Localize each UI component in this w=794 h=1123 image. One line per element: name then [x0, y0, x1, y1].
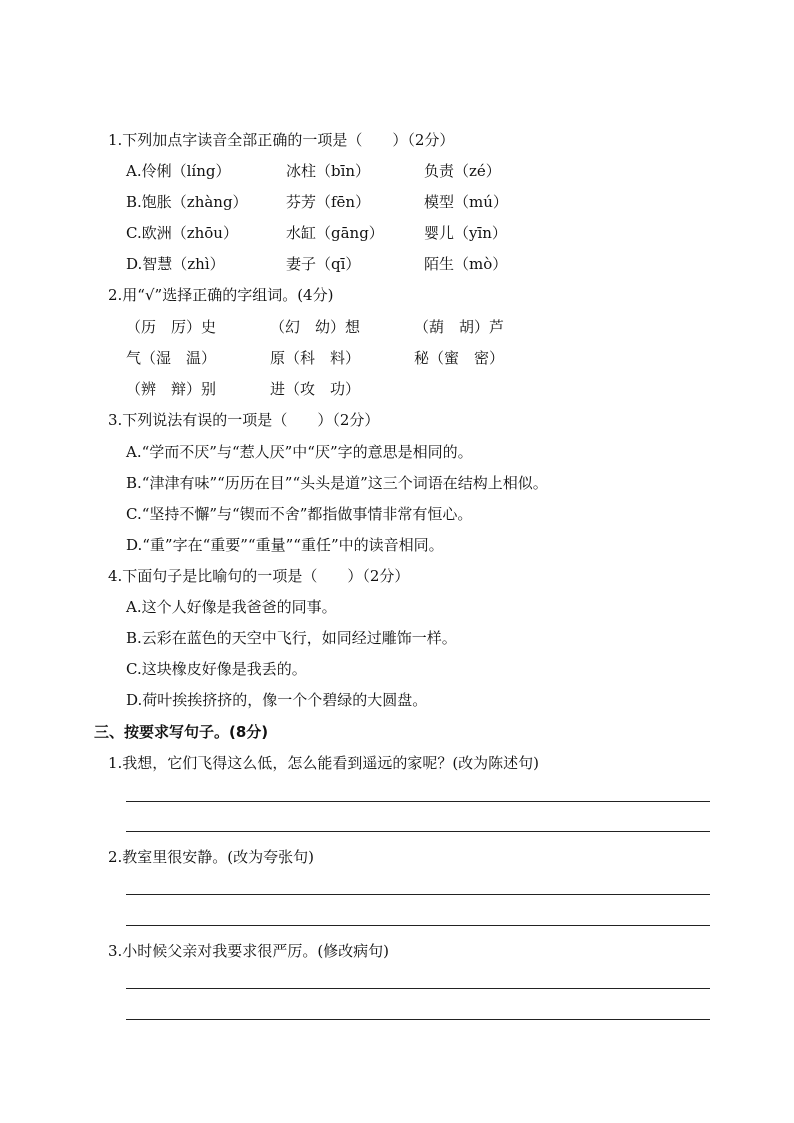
q1-stem: 1.下列加点字读音全部正确的一项是（ ）（2分）: [108, 131, 455, 149]
q3-option-a: A.“学而不厌”与“惹人厌”中“厌”字的意思是相同的。: [126, 443, 473, 461]
q1-option-c: C.欧洲（zhōu）: [126, 224, 238, 242]
section-heading: 三、按要求写句子。(8分): [94, 723, 269, 741]
q2-choice-6: 秘（蜜 密）: [414, 349, 505, 367]
q1-option-d: D.智慧（zhì）: [126, 255, 225, 273]
q3-option-b: B.“津津有味”“历历在目”“头头是道”这三个词语在结构上相似。: [126, 474, 548, 492]
q4-option-c: C.这块橡皮好像是我丢的。: [126, 660, 307, 678]
q1-option-a-word3: 负责（zé）: [424, 162, 501, 180]
rewrite-item-2: 2.教室里很安静。(改为夸张句): [108, 848, 315, 866]
q2-choice-8: 进（攻 功）: [270, 380, 361, 398]
q3-option-d: D.“重”字在“重要”“重量”“重任”中的读音相同。: [126, 536, 444, 554]
q2-choice-7: （辨 辩）别: [126, 380, 217, 398]
q4-option-b: B.云彩在蓝色的天空中飞行，如同经过雕饰一样。: [126, 629, 457, 647]
q1-option-c-word3: 婴儿（yīn）: [424, 224, 507, 242]
q2-choice-2: （幻 幼）想: [270, 318, 361, 336]
q2-choice-1: （历 厉）史: [126, 318, 217, 336]
answer-line: [126, 831, 710, 832]
q2-choice-5: 原（科 料）: [270, 349, 361, 367]
q2-choice-3: （葫 胡）芦: [414, 318, 505, 336]
q4-option-a: A.这个人好像是我爸爸的同事。: [126, 598, 337, 616]
q1-option-c-word2: 水缸（gāng）: [286, 224, 384, 242]
q1-option-a-word2: 冰柱（bīn）: [286, 162, 371, 180]
answer-line: [126, 925, 710, 926]
q1-option-d-word3: 陌生（mò）: [424, 255, 508, 273]
q4-option-d: D.荷叶挨挨挤挤的，像一个个碧绿的大圆盘。: [126, 691, 428, 709]
q1-option-b: B.饱胀（zhàng）: [126, 193, 248, 211]
answer-line: [126, 801, 710, 802]
q1-option-d-word2: 妻子（qī）: [286, 255, 361, 273]
rewrite-item-1: 1.我想，它们飞得这么低，怎么能看到遥远的家呢？(改为陈述句): [108, 754, 540, 772]
q2-choice-4: 气（湿 温）: [126, 349, 217, 367]
rewrite-item-3: 3.小时候父亲对我要求很严厉。(修改病句): [108, 942, 390, 960]
q1-option-b-word2: 芬芳（fēn）: [286, 193, 371, 211]
answer-line: [126, 894, 710, 895]
q3-option-c: C.“坚持不懈”与“锲而不舍”都指做事情非常有恒心。: [126, 505, 473, 523]
q3-stem: 3.下列说法有误的一项是（ ）（2分）: [108, 411, 380, 429]
q2-stem: 2.用“√”选择正确的字组词。(4分): [108, 286, 334, 304]
answer-line: [126, 988, 710, 989]
q1-option-a: A.伶俐（líng）: [126, 162, 231, 180]
q1-option-b-word3: 模型（mú）: [424, 193, 508, 211]
q4-stem: 4.下面句子是比喻句的一项是（ ）（2分）: [108, 567, 410, 585]
answer-line: [126, 1019, 710, 1020]
